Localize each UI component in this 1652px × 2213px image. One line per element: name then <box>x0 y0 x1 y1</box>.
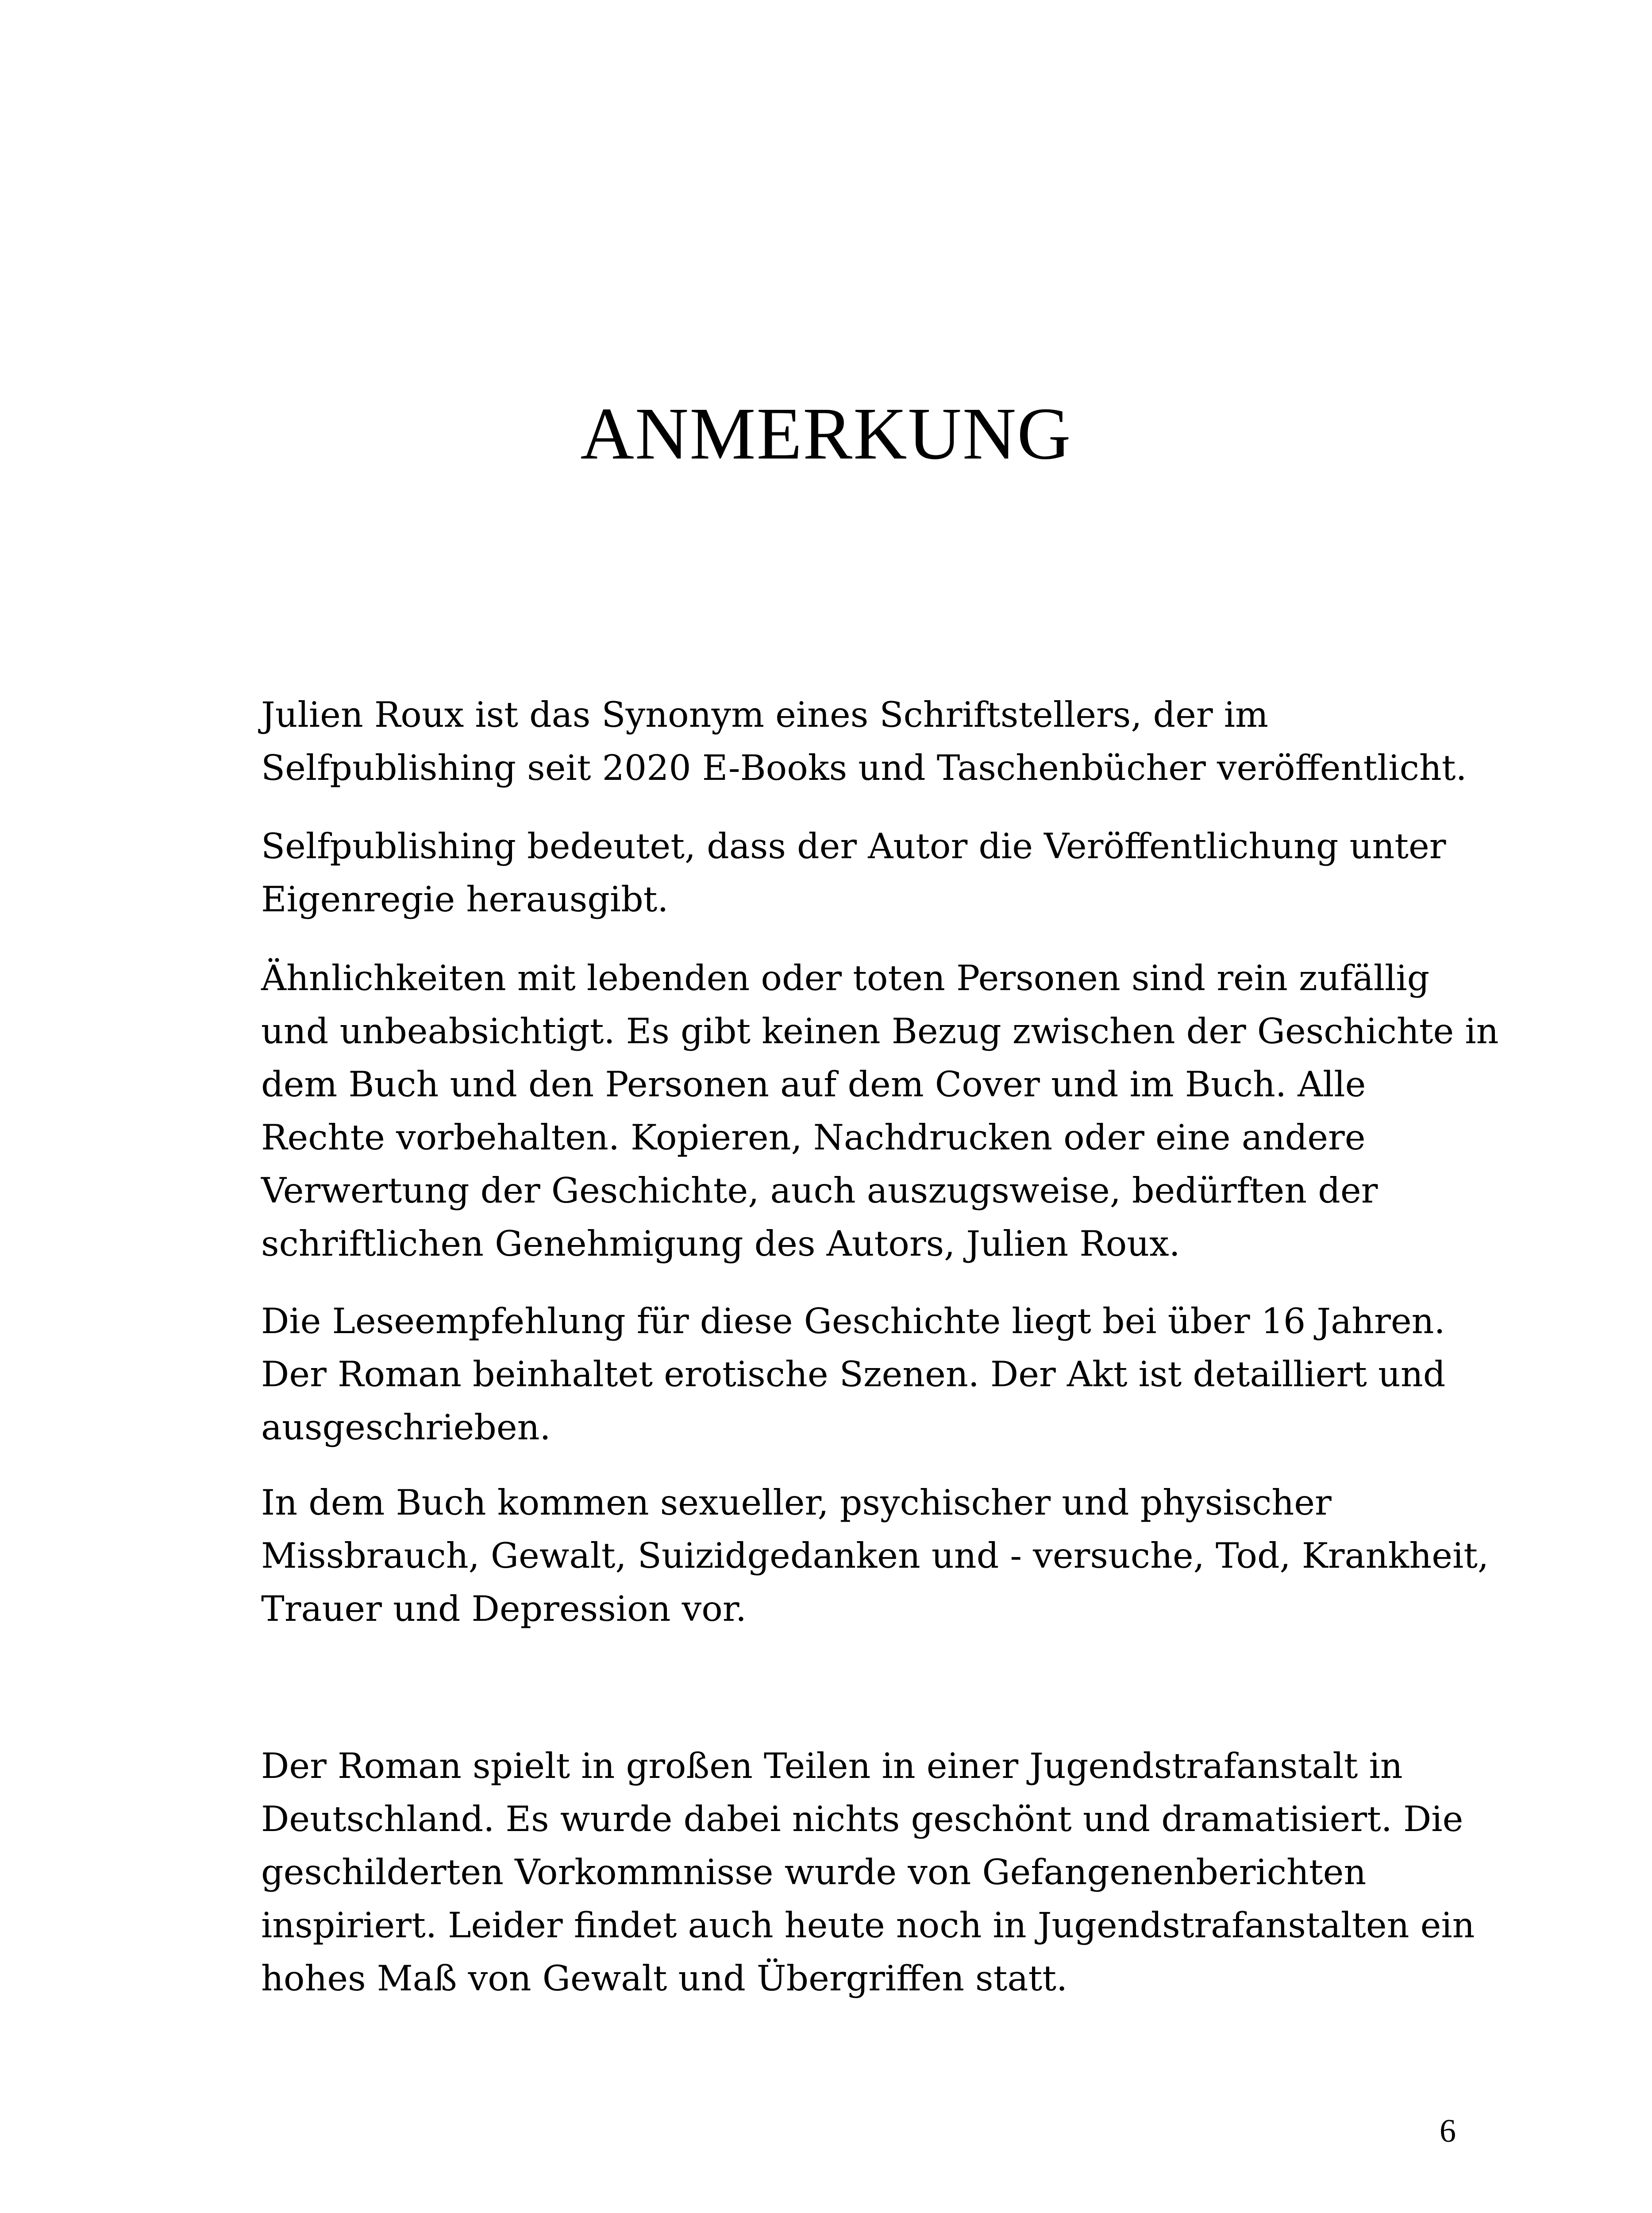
text-line: Selfpublishing bedeutet, dass der Autor die Veröffentlichung unter <box>261 826 1446 867</box>
page-title: ANMERKUNG <box>580 393 1072 475</box>
text-line: Die Leseempfehlung für diese Geschichte liegt bei über 16 Jahren. <box>261 1301 1445 1342</box>
paragraph-author-pseudonym <box>261 688 1465 794</box>
text-line: inspiriert. Leider findet auch heute noch in Jugendstrafanstalten ein <box>261 1905 1475 1946</box>
text-line: und unbeabsichtigt. Es gibt keinen Bezug zwischen der Geschichte in <box>261 1011 1499 1052</box>
paragraph-disclaimer-rights <box>261 952 1499 1270</box>
paragraph-selfpublishing <box>261 820 1465 926</box>
text-line: dem Buch und den Personen auf dem Cover und im Buch. Alle <box>261 1064 1366 1105</box>
paragraph-setting <box>261 1739 1475 2005</box>
text-line: Der Roman spielt in großen Teilen in einer Jugendstrafanstalt in <box>261 1746 1403 1786</box>
text-line: hohes Maß von Gewalt und Übergriffen statt. <box>261 1958 1068 1999</box>
text-line: schriftlichen Genehmigung des Autors, Julien Roux. <box>261 1223 1180 1264</box>
paragraph-content-warning <box>261 1476 1489 1635</box>
text-line: In dem Buch kommen sexueller, psychischer und physischer <box>261 1482 1332 1523</box>
text-line: geschilderten Vorkommnisse wurde von Gefangenenberichten <box>261 1852 1367 1893</box>
page-number: 6 <box>1440 2113 1456 2149</box>
text-line: Selfpublishing seit 2020 E-Books und Taschenbücher veröffentlicht. <box>261 748 1467 788</box>
text-line: Missbrauch, Gewalt, Suizidgedanken und - versuche, Tod, Krankheit, <box>261 1535 1489 1576</box>
text-line: Der Roman beinhaltet erotische Szenen. Der Akt ist detailliert und <box>261 1354 1446 1395</box>
text-line: Ähnlichkeiten mit lebenden oder toten Personen sind rein zufällig <box>261 958 1430 999</box>
text-line: Julien Roux ist das Synonym eines Schriftstellers, der im <box>261 694 1268 735</box>
text-line: Verwertung der Geschichte, auch auszugsweise, bedürften der <box>261 1170 1378 1211</box>
text-line: Eigenregie herausgibt. <box>261 879 669 920</box>
paragraph-reading-age <box>261 1295 1465 1454</box>
text-line: ausgeschrieben. <box>261 1407 551 1448</box>
text-line: Rechte vorbehalten. Kopieren, Nachdrucken oder eine andere <box>261 1117 1366 1158</box>
text-line: Trauer und Depression vor. <box>261 1588 747 1629</box>
text-line: Deutschland. Es wurde dabei nichts geschönt und dramatisiert. Die <box>261 1799 1463 1839</box>
